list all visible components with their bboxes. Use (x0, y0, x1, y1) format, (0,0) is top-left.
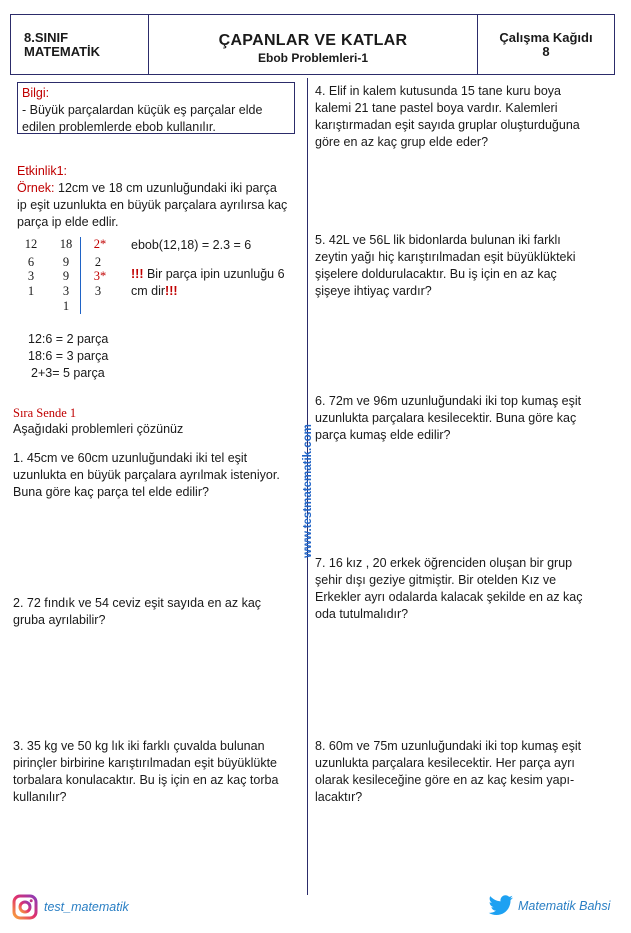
problem-line: şişeye ihtiyaç vardır? (315, 284, 432, 298)
practice-title: Sıra Sende 1 (13, 406, 77, 420)
twitter-handle[interactable]: Matematik Bahsi (518, 899, 611, 913)
divisor-cell: 2 (94, 255, 102, 269)
ebob-result: ebob(12,18) = 2.3 = 6 (131, 238, 252, 252)
problem-line: şehir dışı geziye gitmiştir. Bir otelden Kız ve (315, 573, 557, 587)
twitter-icon[interactable] (488, 895, 514, 917)
problem-line: karıştırmadan eşit sayıda gruplar oluşturduğuna (315, 118, 580, 132)
problem-5 (315, 232, 620, 300)
info-box (17, 82, 295, 134)
factor-col1-cell: 1 (27, 284, 35, 298)
header-worksheet-box (477, 14, 615, 75)
problem-line: uzunlukta en büyük parçalara ayrılmak isteniyor. (13, 468, 280, 482)
problem-4 (315, 83, 620, 151)
worksheet-label: Çalışma Kağıdı (499, 30, 593, 45)
factor-col1-cell: 12 (24, 237, 38, 251)
problem-line: göre en az kaç grup elde eder? (315, 135, 489, 149)
problem-line: Erkekler ayrı odalarda kalacak şekilde en az kaç (315, 590, 583, 604)
problem-line: parça kumaş elde edilir? (315, 428, 451, 442)
problem-line: zeytin yağı hiç karıştırılmadan eşit büyüklükteki (315, 250, 576, 264)
activity-section (17, 163, 302, 231)
activity-title: Etkinlik1: (17, 164, 68, 178)
note-text-1: Bir parça ipin uzunluğu 6 (143, 267, 285, 281)
problem-line: 2. 72 fındık ve 54 ceviz eşit sayıda en az kaç (13, 596, 262, 610)
example-line-2: ip eşit uzunlukta en büyük parçalara ayrılırsa kaç (17, 198, 288, 212)
problem-line: uzunlukta parçalara kesilecektir. Her parça ayrı (315, 756, 575, 770)
practice-section (13, 405, 298, 438)
info-label: Bilgi: (22, 86, 50, 100)
factor-col2-cell: 3 (62, 284, 70, 298)
note (131, 266, 301, 300)
problem-line: oda tutulmalıdır? (315, 607, 409, 621)
note-line-2 (131, 283, 301, 300)
header-subject: MATEMATİK (24, 44, 101, 59)
problem-line: 1. 45cm ve 60cm uzunluğundaki iki tel eşit (13, 451, 248, 465)
page-title: ÇAPANLAR VE KATLAR (218, 32, 408, 49)
problem-line: Buna göre kaç parça tel elde edilir? (13, 485, 209, 499)
problem-line: torbalara konulacaktır. Bu iş için en az kaç torba (13, 773, 279, 787)
problem-line: uzunlukta parçalara kesilecektir. Buna göre kaç (315, 411, 577, 425)
calc-block (28, 331, 108, 382)
factor-col2-cell: 9 (62, 255, 70, 269)
example-label: Örnek: (17, 181, 55, 195)
factor-divider-line (80, 237, 81, 314)
factor-col2-cell: 18 (59, 237, 73, 251)
divisor-cell: 2* (93, 237, 107, 251)
header-class-box (10, 14, 149, 75)
problem-line: kullanılır? (13, 790, 67, 804)
example-line-3: parça ip elde edlir. (17, 215, 119, 229)
example-text-1: 12cm ve 18 cm uzunluğundaki iki parça (54, 181, 277, 195)
problem-line: 5. 42L ve 56L lik bidonlarda bulunan iki farklı (315, 233, 561, 247)
problem-line: gruba ayrılabilir? (13, 613, 106, 627)
problem-line: olarak kesileceğine göre en az kaç kesim yapı- (315, 773, 575, 787)
problem-line: 8. 60m ve 75m uzunluğundaki iki top kumaş eşit (315, 739, 582, 753)
worksheet-number: 8 (542, 44, 550, 59)
instagram-handle[interactable]: test_matematik (44, 900, 129, 914)
problem-line: 7. 16 kız , 20 erkek öğrenciden oluşan bir grup (315, 556, 573, 570)
info-line-1: - Büyük parçalardan küçük eş parçalar elde (22, 103, 263, 117)
problem-line: lacaktır? (315, 790, 363, 804)
info-line-2: edilen problemlerde ebob kullanılır. (22, 120, 216, 134)
problem-1 (13, 450, 303, 501)
problem-line: 3. 35 kg ve 50 kg lık iki farklı çuvalda bulunan (13, 739, 265, 753)
factor-col1-cell: 3 (27, 269, 35, 283)
note-line-1 (131, 266, 301, 283)
example-line-1 (17, 180, 302, 197)
calc-line: 2+3= 5 parça (31, 366, 105, 380)
header-title-box (148, 14, 478, 75)
divisor-cell: 3 (94, 284, 102, 298)
problem-line: pirinçler birbirine karıştırılmadan eşit büyüklükte (13, 756, 277, 770)
note-marks: !!! (165, 284, 178, 298)
problem-2 (13, 595, 303, 629)
site-url: www.testmatematik.com (302, 424, 314, 558)
factor-col2-cell: 9 (62, 269, 70, 283)
calc-line: 18:6 = 3 parça (28, 349, 109, 363)
note-marks: !!! (131, 267, 144, 281)
divisor-cell: 3* (93, 269, 107, 283)
problem-line: 6. 72m ve 96m uzunluğundaki iki top kumaş eşit (315, 394, 582, 408)
problem-line: kalemi 21 tane pastel boya vardır. Kalemleri (315, 101, 558, 115)
problem-7 (315, 555, 620, 623)
page-subtitle: Ebob Problemleri-1 (257, 51, 369, 65)
factor-col1-cell: 6 (27, 255, 35, 269)
problem-8 (315, 738, 620, 806)
calc-line: 12:6 = 2 parça (28, 332, 109, 346)
note-text-2: cm dir (131, 284, 166, 298)
header-grade: 8.SINIF (24, 30, 69, 45)
practice-instruction: Aşağıdaki problemleri çözünüz (13, 422, 184, 436)
problem-line: 4. Elif in kalem kutusunda 15 tane kuru boya (315, 84, 561, 98)
problem-line: şişelere doldurulacaktır. Bu iş için en az kaç (315, 267, 557, 281)
factor-col2-cell: 1 (62, 299, 70, 313)
problem-6 (315, 393, 620, 444)
instagram-icon[interactable] (12, 894, 38, 920)
problem-3 (13, 738, 303, 806)
